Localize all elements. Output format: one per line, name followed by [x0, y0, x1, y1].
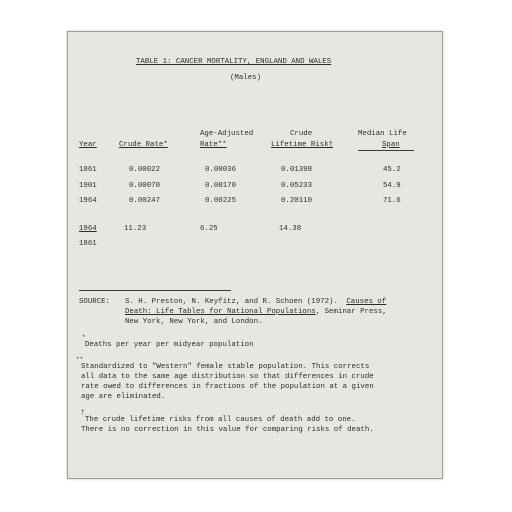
footnote-dstar-line: all data to the same age distribution so that differences in crude: [81, 373, 374, 381]
footnote-dstar-line: Standardized to "Western" female stable population. This corrects: [81, 363, 370, 371]
row-age-adjusted: 0.00036: [205, 166, 237, 174]
header-median-underline: [358, 150, 414, 151]
row-median-life: 45.2: [383, 166, 401, 174]
table-subtitle: (Males): [230, 74, 262, 82]
ratio-year-bottom: 1861: [79, 240, 97, 248]
ratio-lifetime-risk: 14.38: [279, 225, 302, 233]
row-year: 1964: [79, 197, 97, 205]
row-lifetime-risk: 0.20110: [281, 197, 313, 205]
header-age-adjusted-line1: Age-Adjusted: [200, 130, 254, 138]
ratio-crude-rate: 11.23: [124, 225, 147, 233]
row-median-life: 54.9: [383, 182, 401, 190]
source-authors: S. H. Preston, N. Keyfitz, and R. Schoen (1972).: [125, 298, 338, 306]
row-age-adjusted: 0.00170: [205, 182, 237, 190]
source-title-end: Death: Life Tables for National Populations: [125, 308, 316, 316]
header-age-adjusted: Rate**: [200, 141, 227, 149]
row-crude-rate: 0.00070: [129, 182, 161, 190]
source-line3: New York, New York, and London.: [125, 318, 263, 326]
header-lifetime-risk: Lifetime Risk†: [271, 141, 334, 149]
footnote-dstar-mark: **: [76, 356, 84, 363]
footnote-dagger-mark: †: [81, 409, 85, 416]
row-lifetime-risk: 0.05233: [281, 182, 313, 190]
source-title-start: Causes of: [346, 298, 387, 306]
row-lifetime-risk: 0.01398: [281, 166, 313, 174]
footnote-dstar-line: rate owed to differences in fractions of the population at a given: [81, 383, 374, 391]
footnote-dstar-line: age are eliminated.: [81, 393, 166, 401]
footnote-dagger-line: There is no correction in this value for comparing risks of death.: [81, 426, 374, 434]
row-median-life: 71.6: [383, 197, 401, 205]
footnote-star-mark: *: [82, 334, 86, 341]
row-age-adjusted: 0.00225: [205, 197, 237, 205]
header-year: Year: [79, 141, 97, 149]
source-line1: [125, 297, 386, 307]
row-crude-rate: 0.00247: [129, 197, 161, 205]
document-page: [67, 31, 443, 479]
row-year: 1901: [79, 182, 97, 190]
header-median-life-line1: Median Life: [358, 130, 407, 138]
header-crude-rate: Crude Rate*: [119, 141, 168, 149]
ratio-age-adjusted: 6.25: [200, 225, 218, 233]
source-label: SOURCE:: [79, 298, 111, 306]
footnote-divider: [79, 290, 231, 291]
row-crude-rate: 0.00022: [129, 166, 161, 174]
header-lifetime-risk-line1: Crude: [290, 130, 313, 138]
ratio-year-top: 1964: [79, 225, 97, 233]
row-year: 1861: [79, 166, 97, 174]
source-line2: [125, 307, 387, 317]
table-title: TABLE 1: CANCER MORTALITY, ENGLAND AND WALES: [136, 58, 332, 66]
source-publisher: , Seminar Press,: [315, 308, 387, 316]
footnote-star-text: Deaths per year per midyear population: [85, 341, 254, 349]
footnote-dagger-line: The crude lifetime risks from all causes of death add to one.: [85, 416, 356, 424]
header-median-life: Span: [382, 141, 400, 149]
